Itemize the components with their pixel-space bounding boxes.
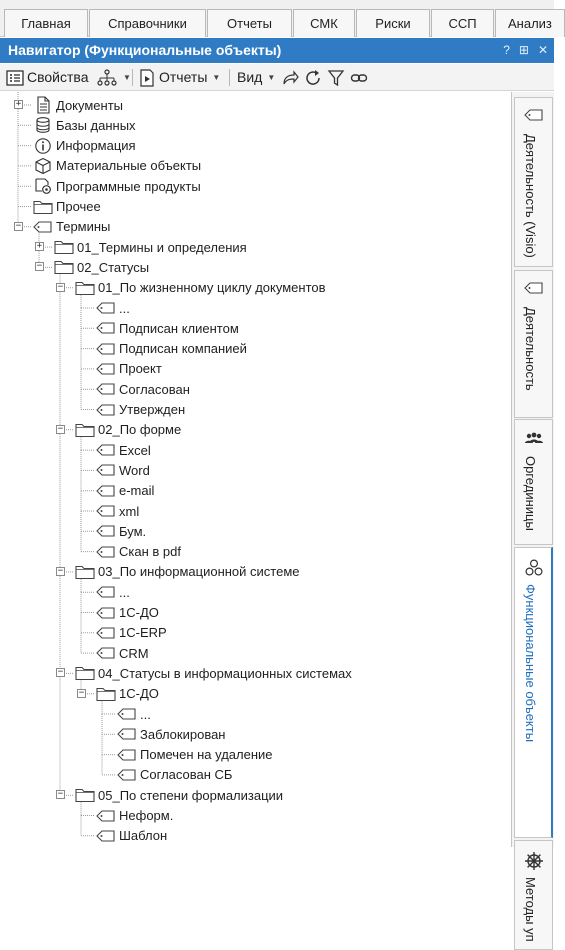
tree-folder-node[interactable] xyxy=(75,562,300,582)
folder-icon xyxy=(75,279,95,297)
folder-icon xyxy=(75,563,95,581)
tag-icon xyxy=(524,281,544,301)
tree-node[interactable] xyxy=(96,318,239,338)
tree-node-label: 01_Термины и определения xyxy=(77,239,247,255)
tab-references[interactable]: Справочники xyxy=(89,9,206,37)
folder-icon xyxy=(54,258,74,276)
tag-icon xyxy=(96,583,116,601)
tree-node-label: Термины xyxy=(56,219,111,235)
collapse-toggle[interactable]: − xyxy=(57,565,64,576)
tag-icon xyxy=(96,299,116,317)
side-tab-label: Методы уп xyxy=(523,877,538,942)
tree-node-label: Неформ. xyxy=(119,808,174,823)
tree-node-label: 05_По степени формализации xyxy=(98,787,284,803)
software-icon xyxy=(33,177,53,195)
folder-icon xyxy=(54,238,74,256)
share-button[interactable] xyxy=(281,67,299,88)
help-button[interactable]: ? xyxy=(503,43,510,57)
tag-icon xyxy=(96,401,116,419)
objects-icon xyxy=(524,558,544,578)
tag-icon xyxy=(96,482,116,500)
tree-folder-node[interactable] xyxy=(75,420,181,440)
collapse-toggle[interactable]: − xyxy=(57,789,64,800)
tree-node[interactable] xyxy=(33,136,136,156)
collapse-toggle[interactable]: − xyxy=(78,687,85,698)
filter-icon xyxy=(327,69,345,87)
tag-icon xyxy=(96,360,116,378)
tag-icon xyxy=(96,461,116,479)
chevron-down-icon: ▼ xyxy=(212,73,221,82)
tree-node-label: Прочее xyxy=(56,199,101,214)
tag-icon xyxy=(96,604,116,622)
tab-home[interactable]: Главная xyxy=(4,9,88,37)
tag-icon xyxy=(117,746,137,764)
tab-analysis[interactable]: Анализ xyxy=(495,9,565,37)
tag-icon xyxy=(96,340,116,358)
tag-icon xyxy=(96,827,116,845)
tree-node[interactable] xyxy=(96,603,159,623)
tree-node-label: CRM xyxy=(119,645,149,661)
reports-dropdown[interactable] xyxy=(138,67,220,88)
tag-icon xyxy=(96,522,116,540)
tree-node[interactable] xyxy=(96,643,149,663)
tree-node-label: 02_Статусы xyxy=(77,259,150,275)
toolbar-separator xyxy=(132,69,133,86)
pin-button[interactable]: ⊞ xyxy=(518,43,529,57)
close-button[interactable]: ✕ xyxy=(537,43,548,57)
side-tab[interactable] xyxy=(514,840,553,950)
filter-button[interactable] xyxy=(327,67,345,88)
tree-node-label: ... xyxy=(140,706,151,722)
refresh-icon xyxy=(304,69,322,87)
tree-node-label: xml xyxy=(119,503,140,519)
tab-ssp[interactable]: ССП xyxy=(431,9,494,37)
tree-node-label: Excel xyxy=(119,442,151,458)
tree-folder-node[interactable] xyxy=(75,278,326,298)
tree-node-label: Подписан компанией xyxy=(119,341,247,357)
tree-node-label: Согласован СБ xyxy=(140,767,233,783)
tree-folder-node[interactable] xyxy=(54,237,247,257)
side-tab[interactable] xyxy=(514,419,553,545)
tree-node[interactable] xyxy=(96,379,190,399)
tab-risks[interactable]: Риски xyxy=(356,9,430,37)
collapse-toggle[interactable]: − xyxy=(57,667,64,678)
tree-node-label: Шаблон xyxy=(119,828,168,844)
tree-node-label: Помечен на удаление xyxy=(140,747,273,763)
wheel-icon xyxy=(524,851,544,871)
navigator-toolbar xyxy=(0,64,554,91)
tag-icon xyxy=(96,807,116,825)
side-tab[interactable] xyxy=(514,547,553,838)
tree-node-label: Утвержден xyxy=(119,402,186,417)
tree-node-label: 01_По жизненному циклу документов xyxy=(98,280,326,296)
link-button[interactable] xyxy=(350,67,368,88)
tag-icon xyxy=(117,705,137,723)
navigator-title-bar xyxy=(0,38,554,63)
tree-node[interactable] xyxy=(33,115,136,135)
side-tab-label: Деятельность (Visio) xyxy=(523,134,538,258)
tag-icon xyxy=(96,380,116,398)
tree-node-label: Материальные объекты xyxy=(56,158,202,174)
collapse-toggle[interactable]: − xyxy=(15,220,22,231)
collapse-toggle[interactable]: − xyxy=(57,423,64,434)
view-label: Вид xyxy=(237,69,263,85)
collapse-toggle[interactable]: − xyxy=(57,281,64,292)
link-icon xyxy=(350,69,368,87)
tree-node[interactable] xyxy=(33,95,123,115)
expand-toggle[interactable]: + xyxy=(15,99,22,109)
tree-node[interactable] xyxy=(96,521,146,541)
top-menu-bar xyxy=(0,0,554,37)
tree-node-label: Документы xyxy=(56,97,124,113)
tree-node-label: Проект xyxy=(119,361,162,377)
tree-node-label: Бум. xyxy=(119,523,147,539)
tree-node[interactable] xyxy=(96,400,185,420)
tree-node-label: Согласован xyxy=(119,381,190,397)
chevron-down-icon: ▼ xyxy=(123,73,131,82)
expand-toggle[interactable]: + xyxy=(36,241,43,252)
chevron-down-icon: ▼ xyxy=(267,73,276,82)
tree-node[interactable] xyxy=(96,298,130,318)
tree-node-label: Скан в pdf xyxy=(119,544,181,560)
tree-node[interactable] xyxy=(33,217,110,237)
tree-node[interactable] xyxy=(117,704,151,724)
tree-node[interactable] xyxy=(96,623,167,643)
tree-node-label: Подписан клиентом xyxy=(119,320,239,336)
side-tab-label: Функциональные объекты xyxy=(523,584,538,743)
collapse-toggle[interactable]: − xyxy=(36,261,43,272)
tag-icon xyxy=(96,624,116,642)
properties-button[interactable] xyxy=(6,67,88,88)
view-dropdown[interactable] xyxy=(237,67,275,88)
properties-label: Свойства xyxy=(27,69,89,85)
tag-icon xyxy=(117,725,137,743)
tree-node[interactable] xyxy=(96,339,247,359)
tag-icon xyxy=(96,502,116,520)
tree-node-label: 02_По форме xyxy=(98,422,182,438)
tree-node[interactable] xyxy=(96,826,167,846)
toolbar-separator xyxy=(229,69,230,86)
tree-node[interactable] xyxy=(96,582,130,602)
tree-node[interactable] xyxy=(96,806,173,826)
hierarchy-icon xyxy=(96,69,118,87)
tree-node-label: 03_По информационной системе xyxy=(98,564,300,580)
tree-node-label: Базы данных xyxy=(56,117,136,133)
tree-node-label: ... xyxy=(119,300,130,316)
navigator-tree xyxy=(0,92,511,847)
tree-node[interactable] xyxy=(117,745,273,765)
side-tab-strip xyxy=(511,92,554,942)
tree-node[interactable] xyxy=(117,765,232,785)
folder-icon xyxy=(96,685,116,703)
folder-icon xyxy=(75,421,95,439)
folder-icon xyxy=(75,664,95,682)
properties-icon xyxy=(6,70,24,86)
side-tab-label: Деятельность xyxy=(523,307,538,391)
tag-icon xyxy=(96,441,116,459)
side-tab[interactable] xyxy=(514,97,553,267)
tag-icon xyxy=(96,319,116,337)
report-icon xyxy=(138,69,156,87)
folder-icon xyxy=(33,198,53,216)
tree-node-label: Word xyxy=(119,462,150,478)
tree-node[interactable] xyxy=(117,724,225,744)
people-icon xyxy=(524,430,544,450)
tree-folder-node[interactable] xyxy=(54,257,149,277)
tag-icon xyxy=(117,766,137,784)
tree-node-label: 1С-ДО xyxy=(119,605,159,620)
side-tab[interactable] xyxy=(514,270,553,418)
tree-folder-node[interactable] xyxy=(75,663,352,683)
info-icon xyxy=(33,137,53,155)
reports-label: Отчеты xyxy=(159,69,208,85)
refresh-button[interactable] xyxy=(304,67,322,88)
tree-node-label: 1С-ERP xyxy=(119,625,167,641)
tree-node[interactable] xyxy=(33,176,201,196)
tag-icon xyxy=(96,543,116,561)
tree-node-label: ... xyxy=(119,584,130,600)
tree-node-label: Заблокирован xyxy=(140,726,226,742)
side-tab-label: Оргединицы xyxy=(523,456,538,531)
tree-node[interactable] xyxy=(96,460,150,480)
document-icon xyxy=(33,96,53,114)
tree-folder-node[interactable] xyxy=(33,197,101,217)
database-icon xyxy=(33,116,53,134)
panel-title: Навигатор (Функциональные объекты) xyxy=(8,42,282,58)
tree-node[interactable] xyxy=(96,359,162,379)
tab-reports[interactable]: Отчеты xyxy=(207,9,292,37)
tree-node-label: 04_Статусы в информационных системах xyxy=(98,665,352,681)
folder-icon xyxy=(75,786,95,804)
tree-folder-node[interactable] xyxy=(96,684,159,704)
cube-icon xyxy=(33,157,53,175)
tree-node[interactable] xyxy=(96,542,181,562)
tree-node-label: 1С-ДО xyxy=(119,686,159,702)
tag-icon xyxy=(96,644,116,662)
tree-folder-node[interactable] xyxy=(75,785,283,805)
share-icon xyxy=(281,69,299,87)
tag-icon xyxy=(33,218,53,236)
tree-node[interactable] xyxy=(96,501,139,521)
tree-node[interactable] xyxy=(33,156,201,176)
tag-icon xyxy=(524,108,544,128)
tree-node[interactable] xyxy=(96,481,154,501)
hierarchy-dropdown[interactable] xyxy=(96,67,131,88)
tree-node-label: e-mail xyxy=(119,483,155,499)
tree-node-label: Программные продукты xyxy=(56,178,201,194)
tree-node[interactable] xyxy=(96,440,151,460)
tab-qms[interactable]: СМК xyxy=(293,9,355,37)
tree-node-label: Информация xyxy=(56,138,136,154)
